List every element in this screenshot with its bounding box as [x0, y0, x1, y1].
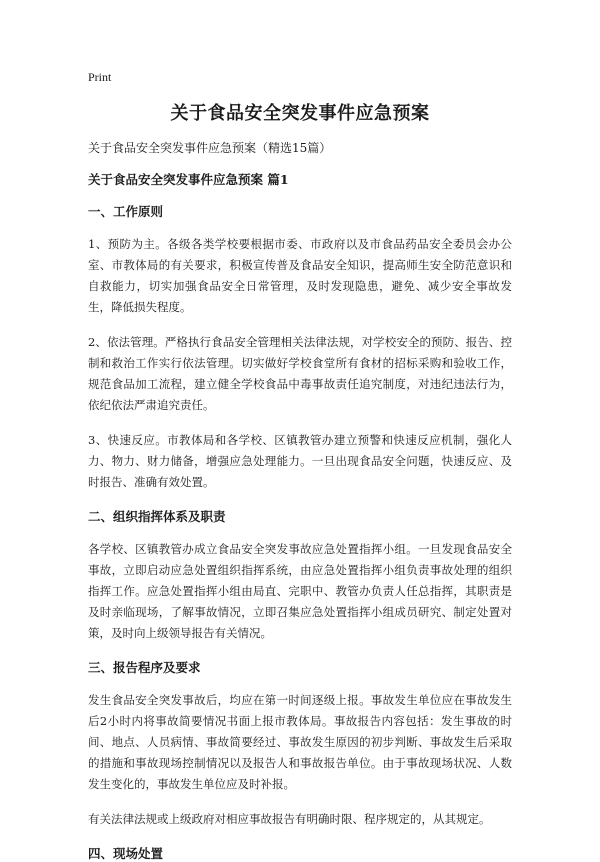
paragraph-reporting: 发生食品安全突发事故后，均应在第一时间逐级上报。事故发生单位应在事故发生后2小时内将事故简要情况书面上报市教体局。事故报告内容包括：发生事故的时间、地点、人员病情、事故简要经过、事故发生原因的初步判断、事故发生后采取的措施和事故现场控制情况以及报告人和事故报告单位。由于事故现场状况、人数发生变化的，事故发生单位应及时补报。	[88, 693, 512, 791]
heading-reporting: 三、报告程序及要求	[88, 660, 201, 675]
heading-onsite-handling: 四、现场处置	[88, 846, 164, 861]
document-subtitle: 关于食品安全突发事件应急预案（精选15篇）	[88, 141, 332, 155]
document-title: 关于食品安全突发事件应急预案	[170, 103, 430, 124]
print-label: Print	[88, 70, 112, 84]
paragraph-command-system: 各学校、区镇教管办成立食品安全突发事故应急处置指挥小组。一旦发现食品安全事故，立即启动应急处置组织指挥系统，由应急处置指挥小组负责事故处理的组织指挥工作。应急处置指挥小组由局直、完职中、教管办负责人任总指挥，其职责是及时亲临现场，了解事故情况，立即召集应急处置指挥小组成员研究、制定处置对策，及时向上级领导报告有关情况。	[88, 542, 512, 640]
paragraph-legal-management: 2、依法管理。严格执行食品安全管理相关法律法规，对学校安全的预防、报告、控制和救治工作实行依法管理。切实做好学校食堂所有食材的招标采购和验收工作，规范食品加工流程，建立健全学校食品中毒事故责任追究制度，对违纪违法行为，依纪依法严肃追究责任。	[88, 335, 512, 412]
heading-command-system: 二、组织指挥体系及职责	[88, 509, 226, 524]
heading-work-principles: 一、工作原则	[88, 204, 164, 219]
section-title: 关于食品安全突发事件应急预案 篇1	[88, 172, 289, 187]
paragraph-rapid-response: 3、快速反应。市教体局和各学校、区镇教管办建立预警和快速反应机制，强化人力、物力、财力储备，增强应急处理能力。一旦出现食品安全问题，快速反应、及时报告、准确有效处置。	[88, 433, 512, 489]
paragraph-legal-deadline: 有关法律法规或上级政府对相应事故报告有明确时限、程序规定的，从其规定。	[88, 812, 491, 826]
paragraph-prevention: 1、预防为主。各级各类学校要根据市委、市政府以及市食品药品安全委员会办公室、市教体局的有关要求，积极宣传普及食品安全知识，提高师生安全防范意识和自救能力，切实加强食品安全日常管理，及时发现隐患，避免、减少安全事故发生，降低损失程度。	[88, 237, 512, 314]
